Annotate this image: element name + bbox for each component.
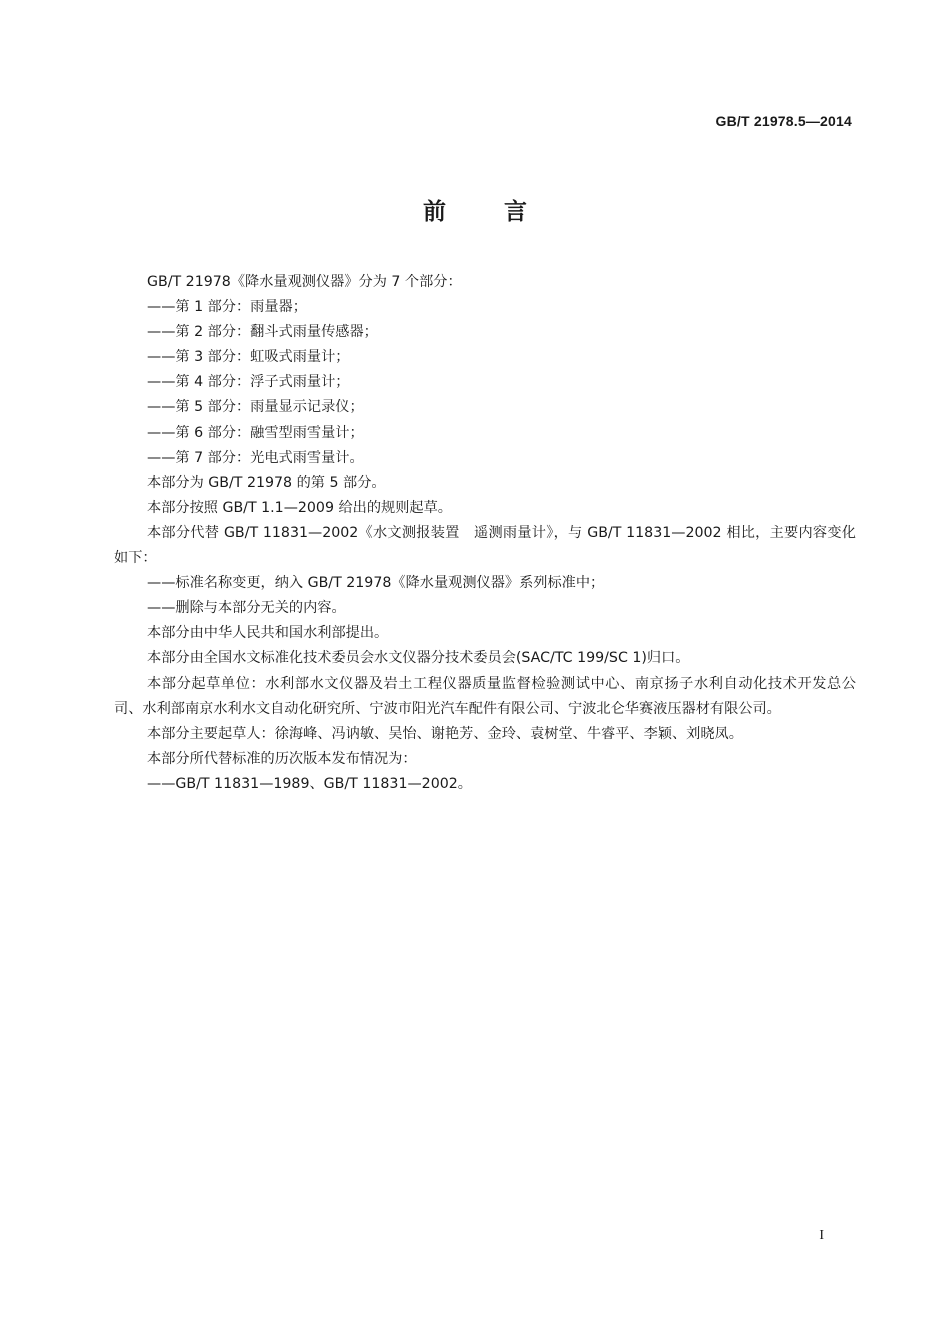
paragraph-intro: GB/T 21978《降水量观测仪器》分为 7 个部分： bbox=[147, 274, 462, 290]
list-item-part-5: ——第 5 部分：雨量显示记录仪； bbox=[147, 399, 364, 416]
paragraph-drafting-units: 本部分起草单位：水利部水文仪器及岩土工程仪器质量监督检验测试中心、南京扬子水利自动化技术开发总公司、水利部南京水利水文自动化研究所、宁波市阳光汽车配件有限公司、宁波北仑华赛液压器材有限公司。 bbox=[114, 675, 856, 717]
list-item-change-1: ——标准名称变更，纳入 GB/T 21978《降水量观测仪器》系列标准中； bbox=[147, 575, 605, 592]
list-item-part-7: ——第 7 部分：光电式雨雪量计。 bbox=[147, 449, 364, 466]
list-item-part-6: ——第 6 部分：融雪型雨雪量计； bbox=[147, 424, 364, 441]
page-number: I bbox=[819, 1228, 824, 1243]
paragraph-replaces: 本部分代替 GB/T 11831—2002《水文测报装置 遥测雨量计》，与 GB/T 11831—2002 相比，主要内容变化如下： bbox=[114, 524, 856, 567]
paragraph-proposed-by: 本部分由中华人民共和国水利部提出。 bbox=[147, 625, 389, 642]
paragraph-drafting-rules: 本部分按照 GB/T 1.1—2009 给出的规则起草。 bbox=[147, 499, 452, 516]
list-item-part-4: ——第 4 部分：浮子式雨量计； bbox=[147, 374, 350, 391]
paragraph-managed-by: 本部分由全国水文标准化技术委员会水文仪器分技术委员会(SAC/TC 199/SC 1)归口。 bbox=[147, 650, 690, 667]
list-item-part-1: ——第 1 部分：雨量器； bbox=[147, 299, 307, 316]
body-text bbox=[114, 270, 856, 797]
paragraph-history: 本部分所代替标准的历次版本发布情况为： bbox=[147, 750, 417, 767]
list-item-part-3: ——第 3 部分：虹吸式雨量计； bbox=[147, 349, 350, 366]
list-item-change-2: ——删除与本部分无关的内容。 bbox=[147, 600, 346, 617]
list-item-part-2: ——第 2 部分：翻斗式雨量传感器； bbox=[147, 324, 378, 341]
section-title: 前言 bbox=[423, 199, 585, 225]
document-code: GB/T 21978.5—2014 bbox=[715, 113, 852, 129]
paragraph-part-of: 本部分为 GB/T 21978 的第 5 部分。 bbox=[147, 474, 386, 491]
list-item-history: ——GB/T 11831—1989、GB/T 11831—2002。 bbox=[147, 775, 472, 792]
paragraph-drafters: 本部分主要起草人：徐海峰、冯讷敏、吴怡、谢艳芳、金玲、袁树堂、牛睿平、李颖、刘晓凤。 bbox=[147, 725, 743, 742]
